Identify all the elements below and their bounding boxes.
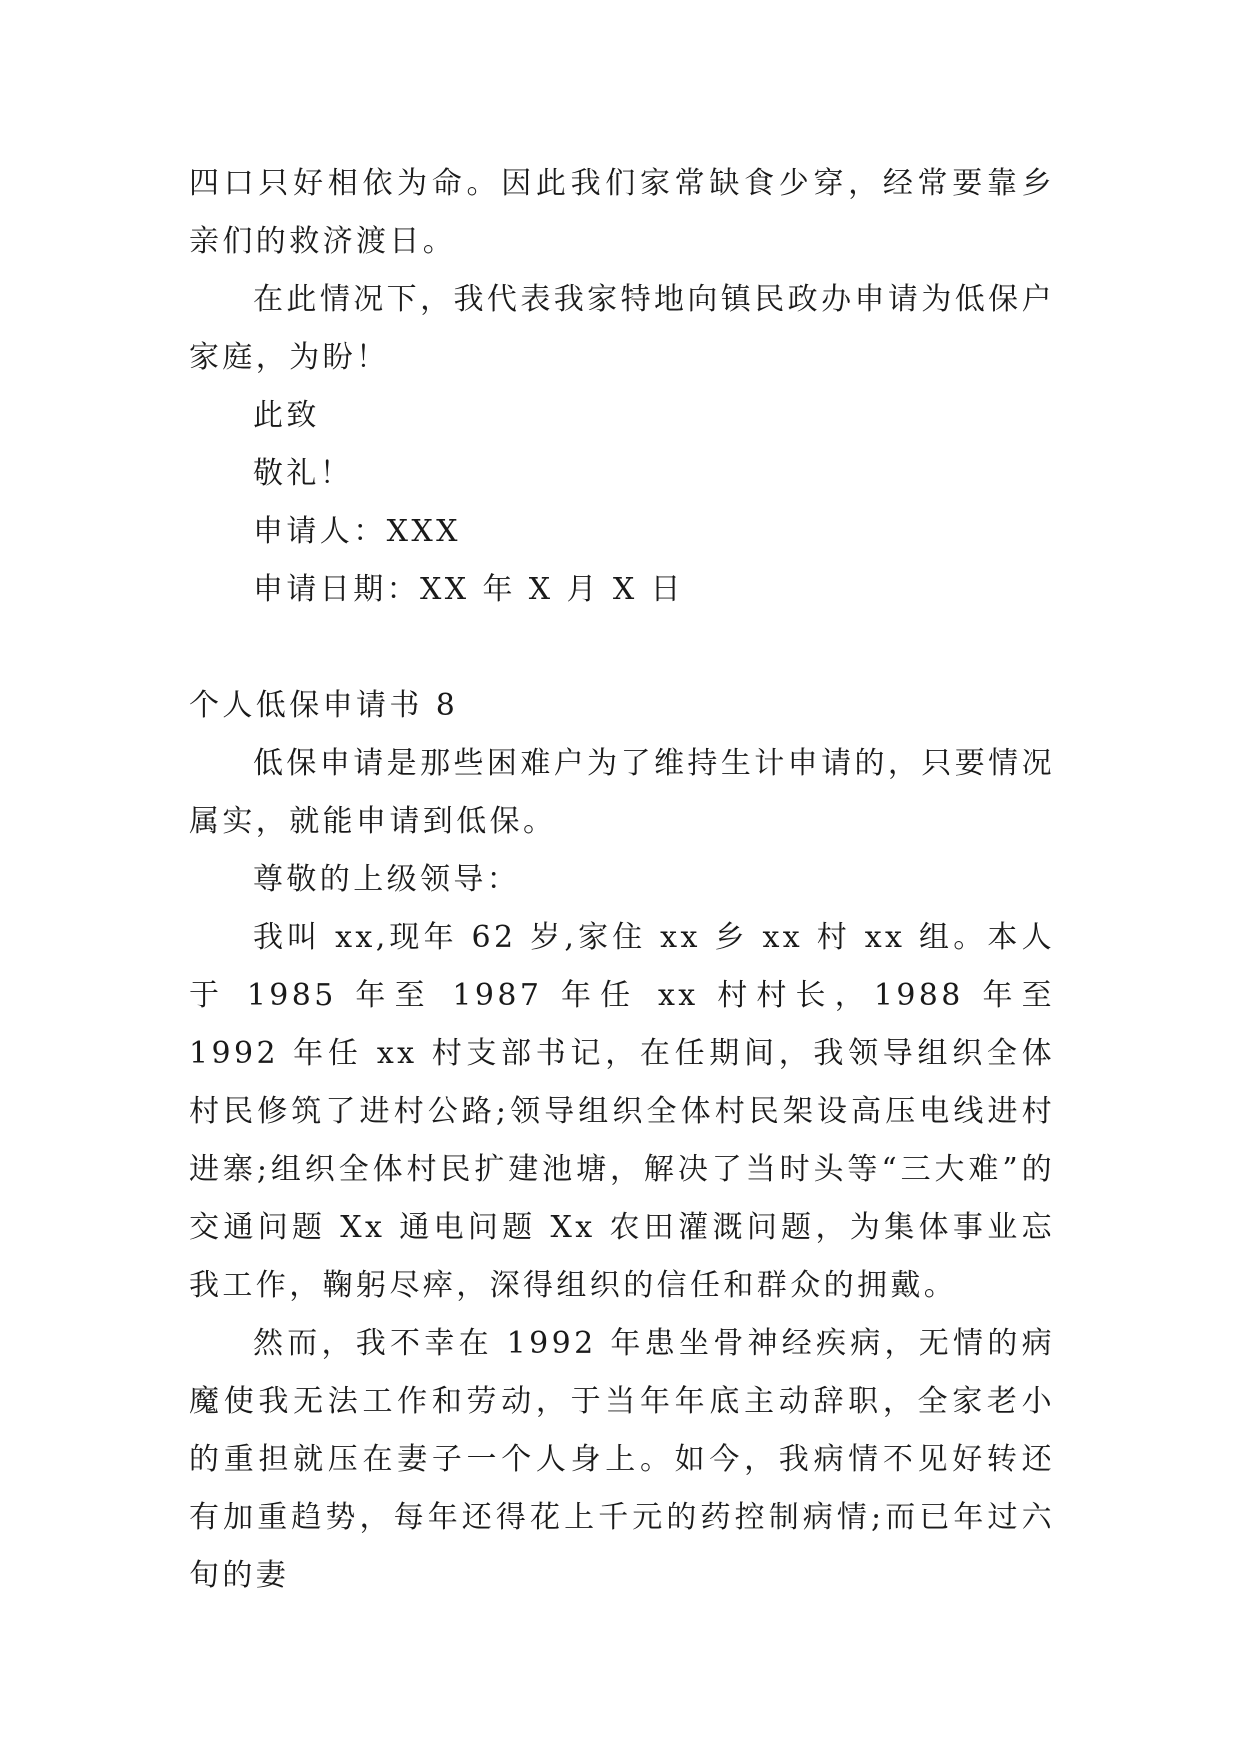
section-spacer bbox=[189, 619, 1055, 677]
closing-cizhi: 此致 bbox=[253, 398, 320, 433]
paragraph-family-hardship-end: 四口只好相依为命。因此我们家常缺食少穿，经常要靠乡亲们的救济渡日。 bbox=[189, 166, 1055, 259]
closing-jingli: 敬礼！ bbox=[253, 456, 354, 491]
paragraph-background: 我叫 xx,现年 62 岁,家住 xx 乡 xx 村 xx 组。本人于 1985 年至 1987 年任 xx 村村长，1988 年至 1992 年任 xx 村支部书记，在任期间，我领导组织全体村民修筑了进村公路;领导组织全体村民架设高压电线进村进寨;组织全体村民扩建池塘，解决了当时头等“三大难”的交通问题 Xx 通电问题 Xx 农田灌溉问题，为集体事业忘我工作，鞠躬尽瘁，深得组织的信任和群众的拥戴。 bbox=[189, 920, 1055, 1303]
document-body bbox=[189, 155, 1055, 1605]
paragraph-illness: 然而，我不幸在 1992 年患坐骨神经疾病，无情的病魔使我无法工作和劳动，于当年年底主动辞职，全家老小的重担就压在妻子一个人身上。如今，我病情不见好转还有加重趋势，每年还得花上千元的药控制病情;而已年过六旬的妻 bbox=[189, 1326, 1055, 1593]
paragraph-application-request: 在此情况下，我代表我家特地向镇民政办申请为低保户家庭，为盼！ bbox=[189, 282, 1055, 375]
application-date-line: 申请日期：XX 年 X 月 X 日 bbox=[253, 572, 684, 607]
section-heading: 个人低保申请书 8 bbox=[189, 688, 459, 723]
applicant-name-line: 申请人：XXX bbox=[253, 514, 461, 549]
paragraph-intro: 低保申请是那些困难户为了维持生计申请的，只要情况属实，就能申请到低保。 bbox=[189, 746, 1055, 839]
salutation: 尊敬的上级领导： bbox=[253, 862, 521, 897]
